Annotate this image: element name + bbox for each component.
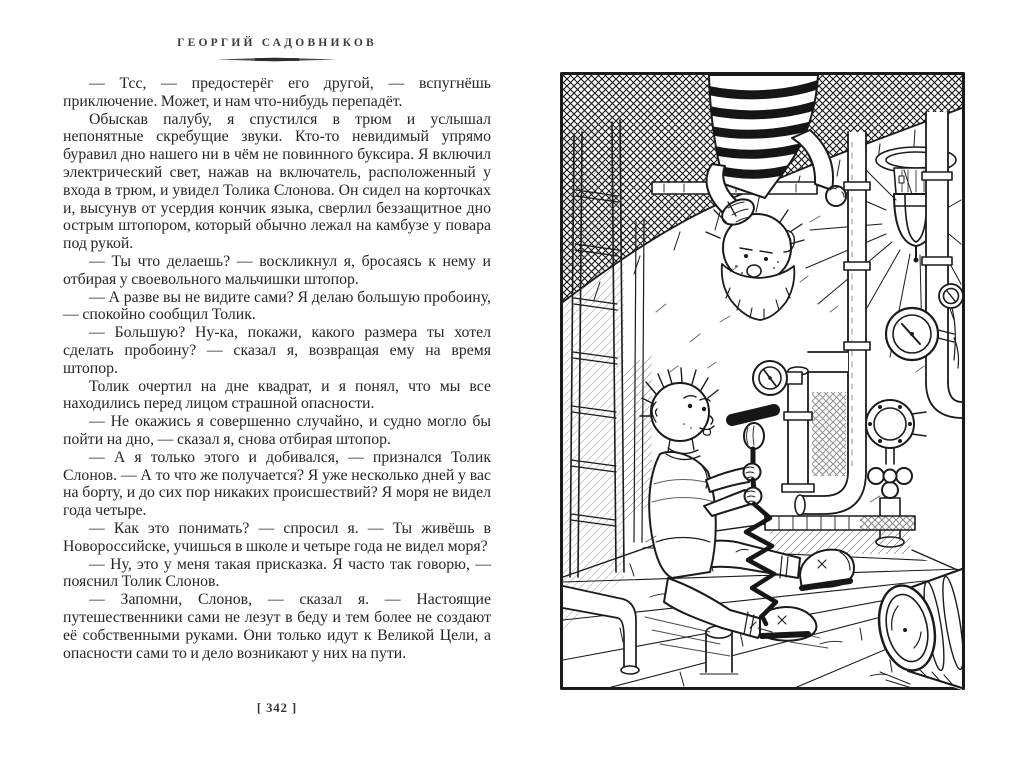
boy-head	[651, 383, 709, 441]
header-divider-rule	[217, 57, 337, 62]
hold-illustration	[560, 72, 965, 690]
body-text	[63, 75, 491, 662]
left-page	[63, 36, 491, 662]
paragraph: Толик очертил на дне квадрат, и я понял, что мы все находились перед лицом страшной опасности.	[63, 377, 491, 413]
page-number: [ 342 ]	[256, 701, 298, 715]
paragraph: — Как это понимать? — спросил я. — Ты живёшь в Новороссийске, учишься в школе и четыре года не видел моря?	[63, 519, 491, 555]
right-page	[560, 72, 965, 690]
boy-tongue	[703, 430, 710, 435]
paragraph: — Ты что делаешь? — воскликнул я, бросаясь к нему и отбирая у своевольного мальчишки штопор.	[63, 252, 491, 288]
paragraph: — А разве вы не видите сами? Я делаю большую пробоину, — спокойно сообщил Толик.	[63, 288, 491, 324]
paragraph: Обыскав палубу, я спустился в трюм и услышал непонятные скребущие звуки. Кто-то невидимый упрямо буравил дно нашего ни в чём не повинного буксира. Я включил электрический свет, нажав на включатель, расположенный у входа в трюм, и увидел Толика Слонова. Он сидел на корточках и, высунув от усердия кончик языка, сверлил беззащитное дно острым штопором, который обычно лежал на камбузе у повара под рукой.	[63, 110, 491, 253]
paragraph: — Тсс, — предостерёг его другой, — вспугнёшь приключение. Может, и нам что-нибудь перепадёт.	[63, 75, 491, 110]
paragraph: — А я только этого и добивался, — признался Толик Слонов. — А то что же получается? Я уже несколько дней у вас на борту, и до сих пор никаких происшествий? Я моря не видел года четыре.	[63, 448, 491, 520]
paragraph: — Не окажись я совершенно случайно, и судно могло бы пойти на дно, — сказал я, снова отбирая штопор.	[63, 413, 491, 448]
running-header: ГЕОРГИЙ САДОВНИКОВ	[177, 37, 377, 49]
paragraph: — Ну, это у меня такая присказка. Я часто так говорю, — пояснил Толик Слонов.	[63, 555, 491, 591]
paragraph: — Большую? Ну-ка, покажи, какого размера ты хотел сделать пробоину? — сказал я, возвращая ему на время штопор.	[63, 324, 491, 377]
paragraph: — Запомни, Слонов, — сказал я. — Настоящие путешественники сами не лезут в беду и тем более не создают её собственными руками. Они только идут к Великой Цели, а опасности сами то и дело возникают у них на пути.	[63, 591, 491, 662]
